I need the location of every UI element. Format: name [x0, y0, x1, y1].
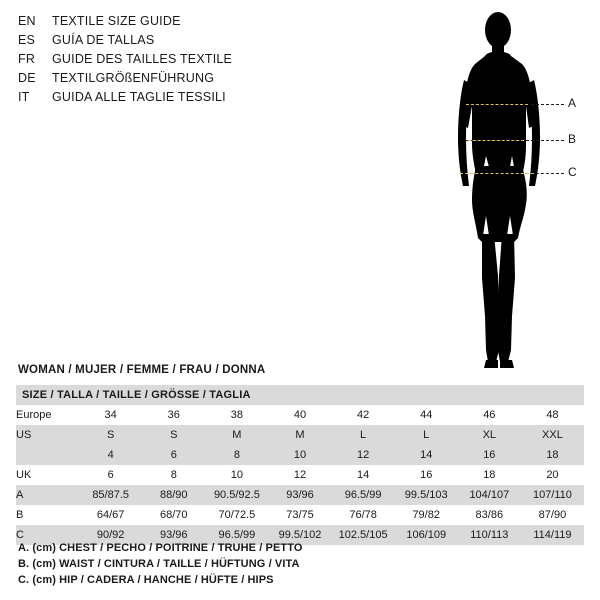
cell: 70/72.5 [218, 509, 256, 521]
language-row [18, 14, 418, 33]
cell: 107/110 [532, 489, 572, 501]
cell: 73/75 [286, 509, 314, 521]
table-row [16, 505, 584, 525]
size-table [16, 385, 584, 545]
cell: 6 [107, 469, 114, 481]
row-label: A [16, 489, 24, 501]
cell: 14 [420, 449, 433, 461]
cell: 93/96 [286, 489, 314, 501]
cell: 18 [546, 449, 559, 461]
cell: 48 [546, 409, 559, 421]
cell: 6 [170, 449, 177, 461]
cell: 10 [230, 469, 243, 481]
cell: 114/119 [533, 529, 572, 541]
row-label: Europe [16, 409, 52, 421]
cell: 90.5/92.5 [213, 489, 260, 501]
language-code: ES [18, 33, 36, 47]
measure-label-a: A [568, 96, 577, 110]
female-silhouette-icon [430, 6, 590, 376]
row-label [16, 445, 79, 465]
cell: 93/96 [160, 529, 188, 541]
cell: M [295, 429, 305, 441]
language-code: EN [18, 14, 36, 28]
language-title: TEXTILE SIZE GUIDE [52, 14, 181, 28]
cell: 8 [170, 469, 177, 481]
cell: 99.5/103 [404, 489, 448, 501]
language-code: IT [18, 90, 30, 104]
table-row [16, 485, 584, 505]
cell: 64/67 [96, 509, 125, 521]
row-label: C [16, 529, 24, 541]
cell: 79/82 [412, 509, 440, 521]
cell: XXL [542, 429, 563, 441]
language-title: TEXTILGRÖßENFÜHRUNG [52, 71, 215, 85]
language-code: FR [18, 52, 36, 66]
measure-highlight-c [460, 173, 534, 174]
cell: 4 [107, 449, 114, 461]
language-title: GUIDA ALLE TAGLIE TESSILI [52, 90, 226, 104]
table-row [16, 445, 584, 465]
cell: 87/90 [538, 509, 567, 521]
cell: 16 [420, 469, 433, 481]
cell: M [232, 429, 242, 441]
language-title: GUIDE DES TAILLES TEXTILE [52, 52, 233, 66]
language-title: GUÍA DE TALLAS [52, 33, 155, 47]
cell: 83/86 [475, 509, 504, 521]
section-title: WOMAN / MUJER / FEMME / FRAU / DONNA [18, 364, 266, 376]
cell: 34 [104, 409, 117, 421]
cell: 18 [483, 469, 496, 481]
measure-label-c: C [568, 165, 577, 179]
cell: 90/92 [96, 529, 125, 541]
language-row [18, 90, 418, 109]
cell: 46 [483, 409, 496, 421]
language-row [18, 52, 418, 71]
cell: 20 [546, 469, 559, 481]
table-row [16, 425, 584, 445]
language-row [18, 33, 418, 52]
cell: 38 [230, 409, 243, 421]
measurement-legend [18, 542, 303, 590]
cell: 36 [167, 409, 180, 421]
legend-line-a: A. (cm) CHEST / PECHO / POITRINE / TRUHE / PETTO [18, 542, 303, 554]
cell: 106/109 [406, 529, 447, 541]
table-row [16, 405, 584, 425]
cell: 8 [233, 449, 240, 461]
row-label: UK [16, 469, 32, 481]
cell: 42 [356, 409, 370, 421]
cell: XL [482, 429, 497, 441]
cell: 85/87.5 [92, 489, 130, 501]
cell: 88/90 [160, 489, 188, 501]
cell: 99.5/102 [278, 529, 322, 541]
cell: 12 [293, 469, 307, 481]
language-code: DE [18, 71, 36, 85]
cell: 96.5/99 [344, 489, 382, 501]
cell: 104/107 [469, 489, 510, 501]
cell: 110/113 [470, 529, 509, 541]
language-row [18, 71, 418, 90]
table-header-row [16, 385, 584, 405]
cell: S [170, 429, 178, 441]
cell: L [423, 429, 430, 441]
cell: 16 [483, 449, 496, 461]
cell: 14 [356, 469, 370, 481]
language-title-list [18, 14, 418, 109]
legend-line-c: C. (cm) HIP / CADERA / HANCHE / HÜFTE / HIPS [18, 574, 274, 586]
body-figure [430, 6, 590, 376]
cell: 10 [293, 449, 307, 461]
measure-label-b: B [568, 132, 577, 146]
row-label: B [16, 509, 24, 521]
measure-highlight-b [468, 140, 524, 141]
cell: L [360, 429, 367, 441]
cell: 44 [420, 409, 433, 421]
cell: 68/70 [160, 509, 188, 521]
cell: 76/78 [349, 509, 377, 521]
table-header-label: SIZE / TALLA / TAILLE / GRÖSSE / TAGLIA [22, 389, 251, 401]
cell: 102.5/105 [338, 529, 388, 541]
table-row [16, 465, 584, 485]
cell: 40 [293, 409, 307, 421]
cell: 96.5/99 [218, 529, 256, 541]
measure-highlight-a [466, 104, 528, 105]
cell: S [106, 429, 115, 441]
row-label: US [16, 429, 32, 441]
cell: 12 [356, 449, 370, 461]
legend-line-b: B. (cm) WAIST / CINTURA / TAILLE / HÜFTUNG / VITA [18, 558, 300, 570]
